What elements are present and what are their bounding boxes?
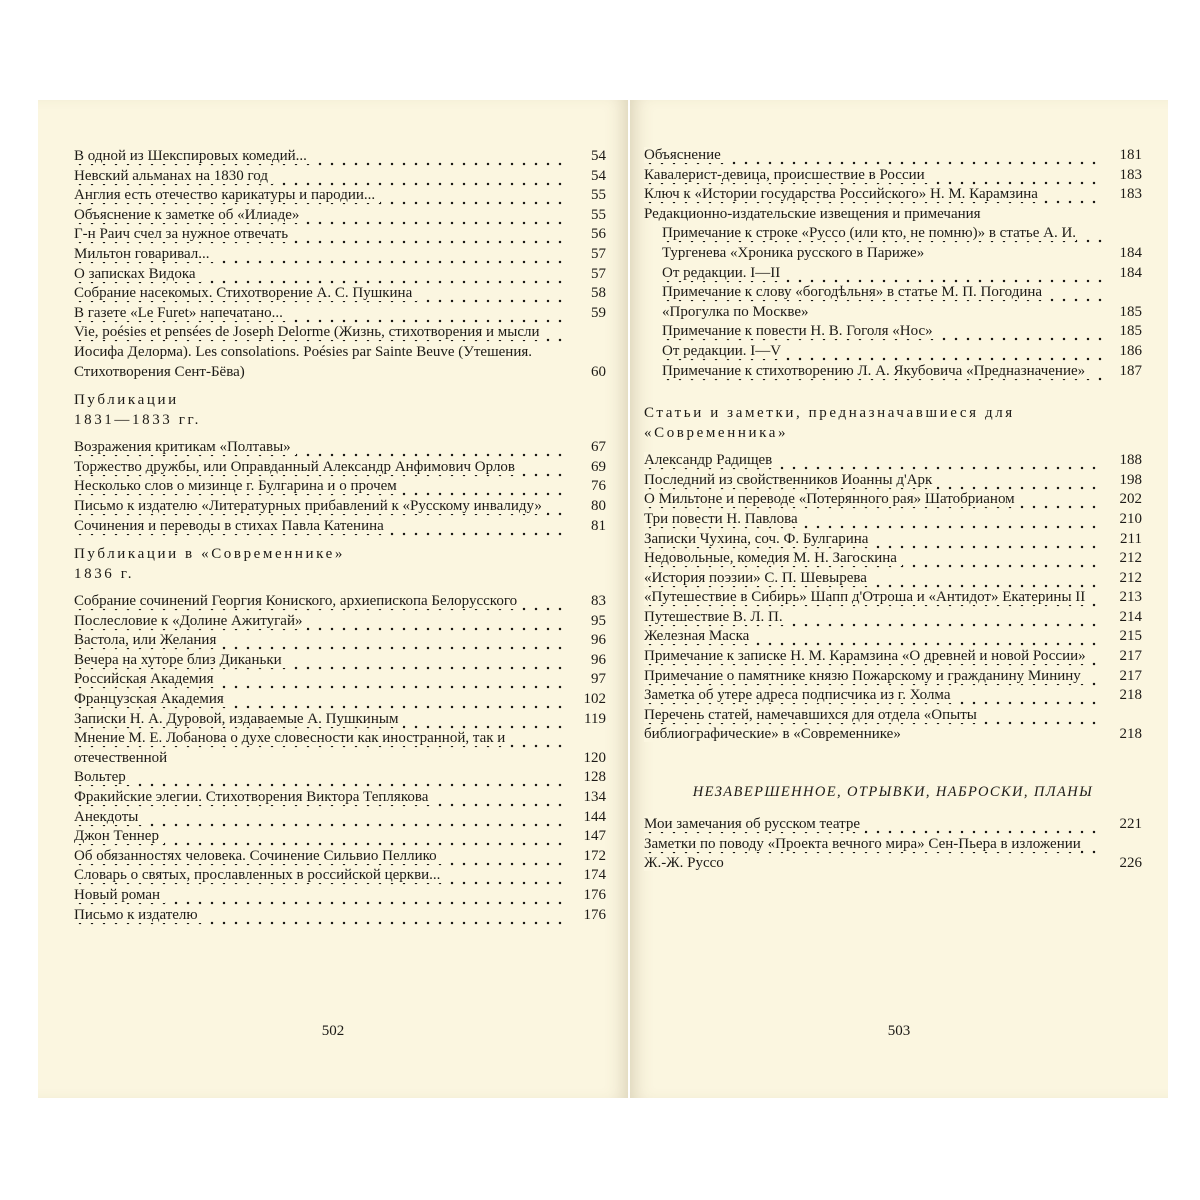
- entry-page-number: 96: [591, 651, 606, 668]
- entry-page-number: 186: [1119, 342, 1142, 359]
- toc-entry: [644, 471, 1142, 491]
- entry-page-number: 211: [1120, 530, 1142, 547]
- entry-title: От редакции. I—II: [662, 265, 785, 281]
- toc-entry: [74, 690, 606, 710]
- entry-title: Заметки по поводу «Проекта вечного мира» Сен-Пьера в изложении Ж.-Ж. Руссо: [644, 835, 1081, 872]
- entry-title: Возражения критикам «Полтавы»: [74, 439, 296, 455]
- entry-page-number: 56: [591, 226, 606, 243]
- entry-title: Вольтер: [74, 769, 131, 785]
- entry-title: Примечание к стихотворению Л. А. Якубовича «Предназначение»: [662, 363, 1090, 379]
- entry-title: Послесловие к «Долине Ажитугай»: [74, 613, 307, 629]
- entry-page-number: 184: [1119, 264, 1142, 281]
- entry-page-number: 221: [1119, 816, 1142, 833]
- toc-entry: [74, 284, 606, 304]
- entry-page-number: 183: [1119, 166, 1142, 183]
- entry-page-number: 174: [583, 867, 606, 884]
- entry-page-number: 54: [591, 167, 606, 184]
- toc-entry: [74, 206, 606, 226]
- entry-title: Примечание к записке Н. М. Карамзина «О древней и новой России»: [644, 648, 1091, 664]
- entry-title: Сочинения и переводы в стихах Павла Катенина: [74, 518, 389, 534]
- entry-title: Редакционно-издательские извещения и примечания: [644, 205, 981, 222]
- entry-page-number: 67: [591, 439, 606, 456]
- toc-entry: [644, 490, 1142, 510]
- toc-entry: [644, 588, 1142, 608]
- entry-title: Путешествие В. Л. П.: [644, 609, 788, 625]
- toc-entry: [74, 906, 606, 926]
- section-title: Публикации: [74, 392, 179, 409]
- entry-page-number: 96: [591, 632, 606, 649]
- entry-page-number: 97: [591, 671, 606, 688]
- toc-entry: [74, 225, 606, 245]
- entry-title: Анекдоты: [74, 809, 143, 825]
- section-title: Статьи и заметки, предназначавшиеся для «Современника»: [644, 405, 1015, 442]
- toc-entry: [644, 815, 1142, 835]
- entry-title: О записках Видока: [74, 266, 201, 282]
- entry-page-number: 183: [1119, 186, 1142, 203]
- left-page: [38, 100, 628, 1098]
- entry-title: Последний из свойственников Иоанны д'Арк: [644, 472, 937, 488]
- entry-page-number: 214: [1119, 608, 1142, 625]
- toc-entry: [644, 451, 1142, 471]
- entry-title: В одной из Шекспировых комедий...: [74, 148, 312, 164]
- toc-entry: [644, 667, 1142, 687]
- toc-entry: [74, 710, 606, 730]
- toc-group-3: [74, 592, 606, 925]
- entry-title: Александр Радищев: [644, 452, 777, 468]
- toc-entry: [74, 323, 606, 382]
- entry-title: Фракийские элегии. Стихотворения Виктора Теплякова: [74, 789, 433, 805]
- toc-entry: [644, 342, 1142, 362]
- page-number: 503: [887, 1023, 911, 1039]
- entry-title: «История поэзии» С. П. Шевырева: [644, 570, 872, 586]
- toc-entry: [74, 729, 606, 768]
- entry-title: Англия есть отечество карикатуры и пародии...: [74, 187, 380, 203]
- entry-page-number: 54: [591, 148, 606, 164]
- toc-entry: [644, 166, 1142, 186]
- toc-entry: [74, 497, 606, 517]
- toc-entry: [74, 245, 606, 265]
- right-page: [630, 100, 1168, 1098]
- toc-entry: [74, 265, 606, 285]
- entry-page-number: 144: [583, 808, 606, 825]
- entry-page-number: 55: [591, 206, 606, 223]
- entry-title: Российская Академия: [74, 671, 219, 687]
- section-years: 1831—1833 гг.: [74, 412, 201, 429]
- entry-title: Примечание к строке «Руссо (или кто, не помню)» в статье А. И. Тургенева «Хроника русского в Париже»: [662, 225, 1077, 261]
- entry-page-number: 60: [591, 363, 606, 380]
- toc-entry: [74, 304, 606, 324]
- left-toc: [74, 147, 606, 925]
- toc-entry: [74, 517, 606, 537]
- entry-page-number: 184: [1119, 244, 1142, 261]
- entry-title: Несколько слов о мизинце г. Булгарина и о прочем: [74, 478, 402, 494]
- entry-title: Мильтон говаривал...: [74, 246, 215, 262]
- entry-title: «Путешествие в Сибирь» Шапп д'Отроша и «Антидот» Екатерины II: [644, 589, 1090, 605]
- section-heading: НЕЗАВЕРШЕННОЕ, ОТРЫВКИ, НАБРОСКИ, ПЛАНЫ: [692, 784, 1094, 801]
- toc-entry: [644, 686, 1142, 706]
- entry-title: Словарь о святых, прославленных в российской церкви...: [74, 867, 445, 883]
- toc-entry: [644, 706, 1142, 745]
- toc-entry: [74, 651, 606, 671]
- toc-group-1: [644, 146, 1142, 381]
- toc-entry: [644, 608, 1142, 628]
- entry-title: Письмо к издателю «Литературных прибавлений к «Русскому инвалиду»: [74, 498, 547, 514]
- entry-title: Невский альманах на 1830 год: [74, 168, 273, 184]
- toc-entry: [74, 612, 606, 632]
- toc-entry: [74, 788, 606, 808]
- toc-group-2: [74, 438, 606, 536]
- entry-page-number: 218: [1119, 687, 1142, 704]
- entry-page-number: 176: [583, 906, 606, 923]
- entry-title: Собрание насекомых. Стихотворение А. С. Пушкина: [74, 285, 417, 301]
- entry-page-number: 215: [1119, 628, 1142, 645]
- entry-page-number: 83: [591, 593, 606, 610]
- entry-page-number: 102: [583, 691, 606, 708]
- entry-title: Перечень статей, намечавшихся для отдела «Опыты библиографические» в «Современнике»: [644, 706, 977, 743]
- entry-title: Недовольные, комедия М. Н. Загоскина: [644, 550, 902, 566]
- toc-group-3: [644, 815, 1142, 874]
- entry-title: Ключ к «Истории государства Российского» Н. М. Карамзина: [644, 186, 1043, 202]
- entry-page-number: 80: [591, 497, 606, 514]
- toc-entry: [74, 886, 606, 906]
- entry-page-number: 226: [1119, 855, 1142, 872]
- entry-page-number: 59: [591, 304, 606, 321]
- entry-page-number: 217: [1119, 667, 1142, 684]
- toc-entry: [644, 549, 1142, 569]
- entry-page-number: 134: [583, 789, 606, 806]
- entry-page-number: 57: [591, 265, 606, 282]
- toc-entry: [74, 847, 606, 867]
- toc-entry: [644, 627, 1142, 647]
- toc-entry: [74, 631, 606, 651]
- entry-title: Вастола, или Желания: [74, 632, 221, 648]
- entry-page-number: 217: [1119, 648, 1142, 665]
- toc-entry: [74, 477, 606, 497]
- entry-title: Торжество дружбы, или Оправданный Александр Анфимович Орлов: [74, 459, 520, 475]
- entry-page-number: 69: [591, 458, 606, 475]
- entry-page-number: 55: [591, 187, 606, 204]
- entry-page-number: 120: [583, 749, 606, 766]
- toc-entry: [74, 147, 606, 167]
- toc-entry: [74, 670, 606, 690]
- section-title: Публикации в «Современнике»: [74, 546, 346, 563]
- toc-entry: [644, 283, 1142, 322]
- entry-title: О Мильтоне и переводе «Потерянного рая» Шатобрианом: [644, 491, 1020, 507]
- entry-title: Об обязанностях человека. Сочинение Сильвио Пеллико: [74, 848, 442, 864]
- entry-page-number: 185: [1119, 323, 1142, 340]
- toc-entry: [644, 146, 1142, 166]
- entry-page-number: 172: [583, 847, 606, 864]
- entry-page-number: 181: [1119, 147, 1142, 163]
- toc-entry: [74, 827, 606, 847]
- entry-page-number: 218: [1119, 726, 1142, 743]
- entry-page-number: 76: [591, 478, 606, 495]
- entry-page-number: 128: [583, 769, 606, 786]
- toc-entry: [74, 808, 606, 828]
- entry-title: Заметка об утере адреса подписчика из г. Холма: [644, 687, 955, 703]
- entry-title: Мои замечания об русском театре: [644, 816, 865, 832]
- entry-page-number: 210: [1119, 510, 1142, 527]
- toc-entry: [74, 458, 606, 478]
- entry-page-number: 202: [1119, 491, 1142, 508]
- page-number: 502: [321, 1023, 345, 1039]
- entry-title: Объяснение к заметке об «Илиаде»: [74, 207, 304, 223]
- entry-page-number: 198: [1119, 471, 1142, 488]
- entry-title: В газете «Le Furet» напечатано...: [74, 305, 288, 321]
- toc-entry: [644, 362, 1142, 382]
- entry-title: Собрание сочинений Георгия Кониского, архиепископа Белорусского: [74, 593, 522, 609]
- toc-entry: [74, 438, 606, 458]
- entry-title: Мнение М. Е. Лобанова о духе словесности как иностранной, так и отечественной: [74, 730, 506, 766]
- toc-entry: [644, 185, 1142, 205]
- entry-page-number: 147: [583, 828, 606, 845]
- toc-entry: [74, 866, 606, 886]
- toc-entry: [74, 186, 606, 206]
- entry-page-number: 119: [584, 710, 606, 727]
- entry-title: Примечание к повести Н. В. Гоголя «Нос»: [662, 323, 938, 339]
- entry-title: Г-н Раич счел за нужное отвечать: [74, 226, 293, 242]
- entry-page-number: 95: [591, 612, 606, 629]
- toc-entry: [644, 647, 1142, 667]
- entry-title: Vie, poésies et pensées de Joseph Delorme (Жизнь, стихотворения и мысли Иосифа Делорма). Les consolations. Poésies par Sainte Beuve (Утешения. Стихотворения Сент-Бёва): [74, 324, 540, 380]
- entry-page-number: 212: [1119, 569, 1142, 586]
- toc-entry: [74, 768, 606, 788]
- entry-title: Железная Маска: [644, 628, 754, 644]
- toc-entry: [644, 264, 1142, 284]
- toc-entry: [644, 835, 1142, 874]
- toc-entry: [644, 322, 1142, 342]
- entry-title: Объяснение: [644, 147, 726, 163]
- entry-title: Кавалерист-девица, происшествие в России: [644, 167, 930, 183]
- toc-entry: [644, 569, 1142, 589]
- entry-page-number: 176: [583, 887, 606, 903]
- entry-title: Новый роман: [74, 887, 165, 903]
- toc-group-2: [644, 451, 1142, 745]
- entry-title: Примечание к слову «богодѣльня» в статье М. П. Погодина «Прогулка по Москве»: [662, 284, 1043, 320]
- toc-entry: [74, 167, 606, 187]
- toc-entry: [644, 224, 1142, 263]
- entry-title: Примечание о памятнике князю Пожарскому и гражданину Минину: [644, 668, 1086, 684]
- entry-page-number: 185: [1119, 303, 1142, 320]
- toc-entry: [74, 592, 606, 612]
- entry-title: Вечера на хуторе близ Диканьки: [74, 652, 287, 668]
- toc-entry: [644, 510, 1142, 530]
- toc-group-1: [74, 147, 606, 382]
- entry-page-number: 212: [1119, 550, 1142, 567]
- entry-title: От редакции. I—V: [662, 343, 786, 359]
- toc-entry: [644, 530, 1142, 550]
- entry-page-number: 213: [1119, 589, 1142, 606]
- right-toc: [644, 146, 1142, 874]
- entry-page-number: 81: [591, 517, 606, 534]
- entry-page-number: 187: [1119, 362, 1142, 379]
- entry-page-number: 58: [591, 285, 606, 302]
- section-years: 1836 г.: [74, 566, 135, 583]
- entry-page-number: 57: [591, 245, 606, 262]
- entry-title: Письмо к издателю: [74, 907, 203, 923]
- entry-title: Записки Чухина, соч. Ф. Булгарина: [644, 531, 873, 547]
- toc-entry: [644, 205, 1142, 225]
- entry-page-number: 188: [1119, 452, 1142, 469]
- entry-title: Джон Теннер: [74, 828, 164, 844]
- entry-title: Три повести Н. Павлова: [644, 511, 803, 527]
- entry-title: Записки Н. А. Дуровой, издаваемые А. Пушкиным: [74, 711, 403, 727]
- entry-title: Французская Академия: [74, 691, 229, 707]
